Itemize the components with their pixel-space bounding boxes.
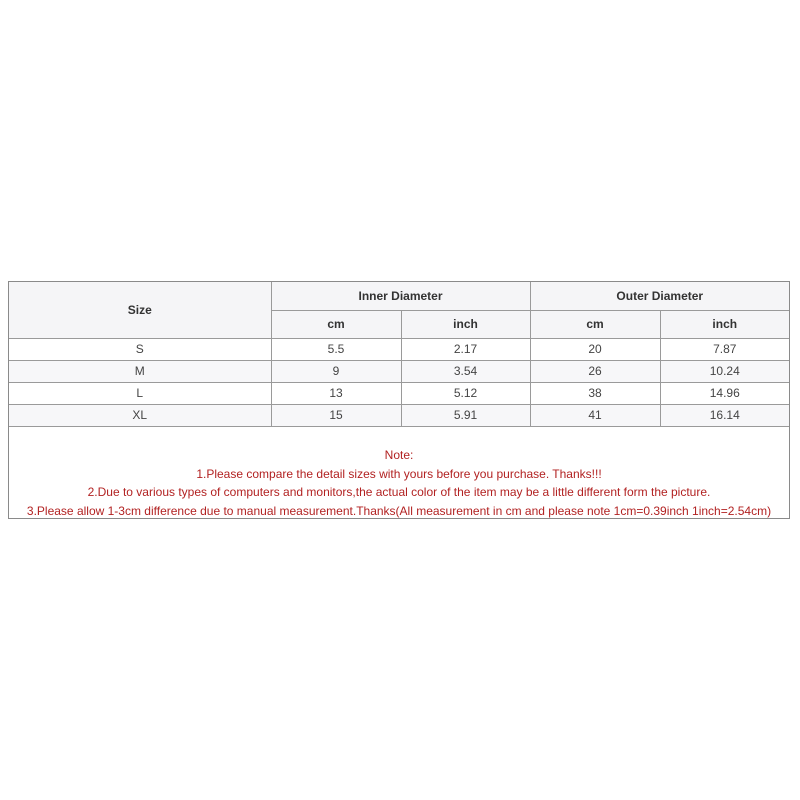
outer-inch-cell: 10.24 <box>660 360 789 382</box>
size-cell: M <box>9 360 271 382</box>
outer-cm-cell: 26 <box>530 360 660 382</box>
outer-inch-cell: 7.87 <box>660 338 789 360</box>
inner-diameter-header: Inner Diameter <box>271 282 530 310</box>
notes-section <box>9 446 789 520</box>
table-row <box>9 404 789 426</box>
inner-inch-header: inch <box>401 310 530 338</box>
inner-cm-header: cm <box>271 310 401 338</box>
inner-cm-cell: 9 <box>271 360 401 382</box>
inner-cm-cell: 15 <box>271 404 401 426</box>
outer-inch-header: inch <box>660 310 789 338</box>
table-row <box>9 382 789 404</box>
size-chart <box>8 281 790 519</box>
inner-cm-cell: 5.5 <box>271 338 401 360</box>
inner-inch-cell: 2.17 <box>401 338 530 360</box>
size-table <box>9 282 789 427</box>
inner-inch-cell: 5.12 <box>401 382 530 404</box>
size-cell: L <box>9 382 271 404</box>
note-line-2: 2.Due to various types of computers and monitors,the actual color of the item may be a little different form the picture. <box>87 485 711 499</box>
size-cell: XL <box>9 404 271 426</box>
size-cell: S <box>9 338 271 360</box>
inner-inch-cell: 3.54 <box>401 360 530 382</box>
table-row <box>9 338 789 360</box>
header-row-groups <box>9 282 789 310</box>
size-header: Size <box>9 282 271 338</box>
outer-cm-cell: 20 <box>530 338 660 360</box>
inner-inch-cell: 5.91 <box>401 404 530 426</box>
outer-diameter-header: Outer Diameter <box>530 282 789 310</box>
notes-title: Note: <box>384 448 414 462</box>
outer-cm-cell: 41 <box>530 404 660 426</box>
note-line-1: 1.Please compare the detail sizes with yours before you purchase. Thanks!!! <box>196 466 602 481</box>
outer-inch-cell: 14.96 <box>660 382 789 404</box>
table-row <box>9 360 789 382</box>
note-line-3: 3.Please allow 1-3cm difference due to manual measurement.Thanks(All measurement in cm and please note 1cm=0.39inch 1inch=2.54cm) <box>26 503 772 518</box>
outer-cm-header: cm <box>530 310 660 338</box>
outer-cm-cell: 38 <box>530 382 660 404</box>
outer-inch-cell: 16.14 <box>660 404 789 426</box>
inner-cm-cell: 13 <box>271 382 401 404</box>
